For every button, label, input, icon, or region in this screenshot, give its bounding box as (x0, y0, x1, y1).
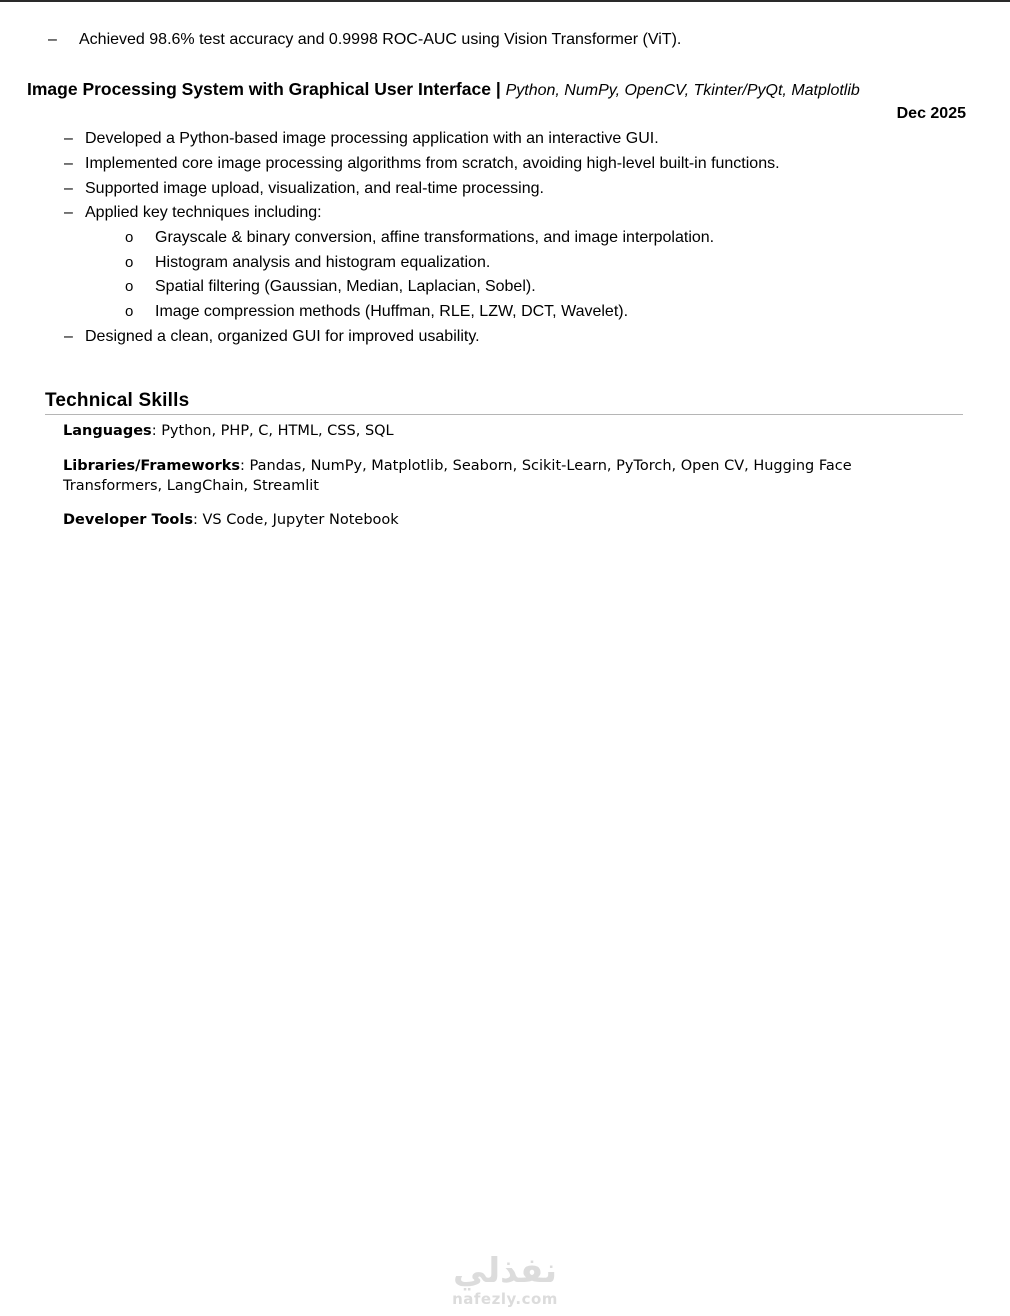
skill-colon: : (193, 512, 198, 528)
project-separator: | (495, 79, 501, 99)
section-title-technical-skills: Technical Skills (45, 390, 190, 411)
skill-developer-tools (63, 510, 923, 530)
skill-value: VS Code, Jupyter Notebook (202, 512, 399, 528)
skill-libraries (63, 456, 923, 496)
section-divider (45, 414, 963, 415)
skill-colon: : (151, 423, 157, 439)
project-title: Image Processing System with Graphical User Interface (27, 79, 491, 99)
skill-label: Libraries/Frameworks (63, 458, 241, 474)
bullet-marker: – (64, 328, 73, 345)
project-sub-bullet: Histogram analysis and histogram equalization. (155, 254, 491, 271)
watermark-logo-arabic: نفذلي (452, 1251, 558, 1291)
bullet-marker: – (64, 204, 73, 221)
project-tech-stack: Python, NumPy, OpenCV, Tkinter/PyQt, Matplotlib (505, 82, 860, 99)
bullet-marker: – (64, 155, 73, 172)
skill-label: Languages (63, 423, 152, 439)
project-bullet: Designed a clean, organized GUI for improved usability. (85, 328, 480, 345)
sub-bullet-marker: o (125, 229, 134, 246)
bullet-marker: – (48, 31, 57, 48)
top-divider (0, 0, 1010, 2)
project-sub-bullet: Spatial filtering (Gaussian, Median, Laplacian, Sobel). (155, 278, 536, 295)
project-date: Dec 2025 (896, 105, 966, 122)
skill-value: Pandas, NumPy, Matplotlib, Seaborn, Scikit-Learn, PyTorch, Open CV, Hugging Face Transformers, LangChain, Streamlit (63, 458, 852, 494)
project-bullet: Applied key techniques including: (85, 204, 322, 221)
project-heading (27, 78, 860, 102)
watermark-logo-latin: nafezly.com (452, 1290, 558, 1308)
previous-project-bullet: Achieved 98.6% test accuracy and 0.9998 ROC-AUC using Vision Transformer (ViT). (79, 31, 682, 48)
sub-bullet-marker: o (125, 303, 134, 320)
bullet-marker: – (64, 130, 73, 147)
sub-bullet-marker: o (125, 278, 134, 295)
bullet-marker: – (64, 180, 73, 197)
sub-bullet-marker: o (125, 254, 134, 271)
project-sub-bullet: Image compression methods (Huffman, RLE, LZW, DCT, Wavelet). (155, 303, 629, 320)
project-bullet: Developed a Python-based image processing application with an interactive GUI. (85, 130, 659, 147)
skill-value: Python, PHP, C, HTML, CSS, SQL (161, 423, 394, 439)
project-sub-bullet: Grayscale & binary conversion, affine transformations, and image interpolation. (155, 229, 715, 246)
project-bullet: Implemented core image processing algorithms from scratch, avoiding high-level built-in functions. (85, 155, 780, 172)
skill-label: Developer Tools (63, 512, 193, 528)
skill-languages (63, 421, 923, 441)
project-bullet: Supported image upload, visualization, and real-time processing. (85, 180, 544, 197)
skill-colon: : (240, 458, 245, 474)
watermark (430, 1252, 580, 1308)
